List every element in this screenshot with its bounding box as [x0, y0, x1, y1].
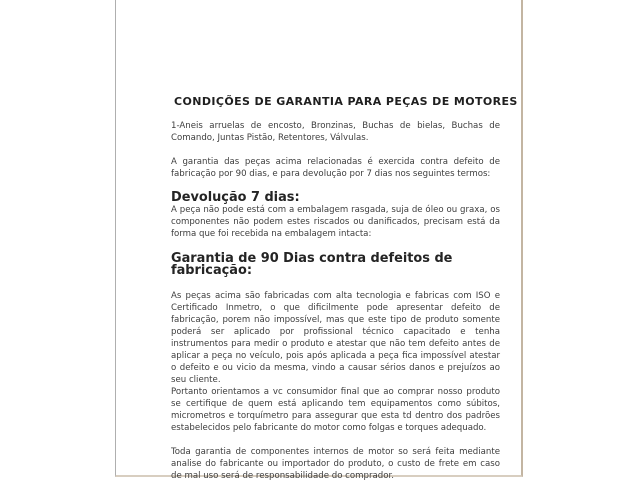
paragraph-internal-components-analysis: Toda garantia de componentes internos de motor so será feita mediante analise do fabricante ou importador do produto, o custo de frete em caso de mal uso será de responsabilidade do comprador.	[171, 447, 500, 481]
document-content	[171, 95, 518, 482]
paragraph-warranty-intro: A garantia das peças acima relacionadas é exercida contra defeito de fabricação por 90 dias, e para devolução por 7 dias nos seguintes termos:	[171, 157, 500, 179]
document-title: CONDIÇÕES DE GARANTIA PARA PEÇAS DE MOTORES	[174, 95, 518, 108]
document-page	[115, 0, 523, 481]
paragraph-fabrication-quality: As peças acima são fabricadas com alta tecnologia e fabricas com ISO e Certificado Inmetro, o que dificilmente pode apresentar defeito de fabricação, porem não impossível, mas que este tipo de produto somente poderá ser aplicado por profissional técnico capacitado e tenha instrumentos para medir o produto e atestar que não tem defeito antes de aplicar a peça no veículo, pois após aplicada a peça fica impossível atestar o defeito e ou vicio da mesma, vindo a causar sérios danos e prejuízos ao seu cliente.	[171, 291, 500, 385]
paragraph-consumer-guidance: Portanto orientamos a vc consumidor final que ao comprar nosso produto se certifique de quem está aplicando tem equipamentos como súbitos, micrometros e torquímetro para assegurar que esta td dentro dos padrões estabelecidos pelo fabricante do motor como folgas e torques adequado.	[171, 387, 500, 433]
section-heading-garantia-90-dias: Garantia de 90 Dias contra defeitos de fabricação:	[171, 251, 453, 278]
paragraph-devolucao-terms: A peça não pode está com a embalagem rasgada, suja de óleo ou graxa, os componentes não podem estes riscados ou danificados, precisam está da forma que foi recebida na embalagem intacta:	[171, 205, 500, 239]
paragraph-parts-list: 1-Aneis arruelas de encosto, Bronzinas, Buchas de bielas, Buchas de Comando, Juntas Pistão, Retentores, Válvulas.	[171, 121, 500, 143]
section-heading-devolucao: Devolução 7 dias:	[171, 190, 300, 205]
